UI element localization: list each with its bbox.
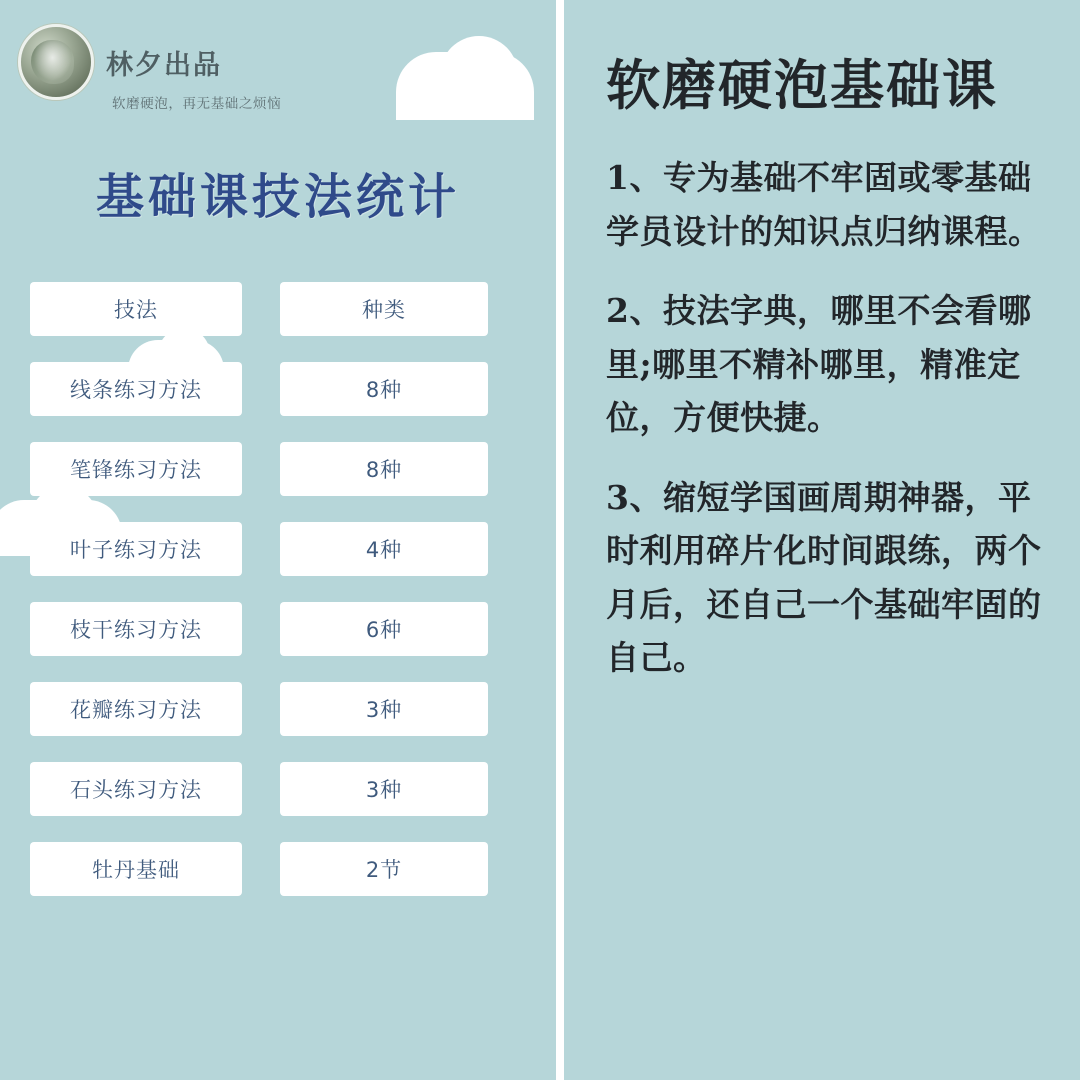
right-panel — [564, 0, 1080, 1080]
table-cell-technique: 线条练习方法 — [30, 362, 242, 416]
table-cell-technique: 石头练习方法 — [30, 762, 242, 816]
table-cell-count: 3种 — [280, 762, 488, 816]
table-cell-technique: 牡丹基础 — [30, 842, 242, 896]
table-cell-count: 4种 — [280, 522, 488, 576]
table-cell-count: 2节 — [280, 842, 488, 896]
table-row — [30, 522, 526, 576]
brand-slogan: 软磨硬泡，再无基础之烦恼 — [112, 96, 282, 111]
table-cell-count: 6种 — [280, 602, 488, 656]
course-point-3: 3、缩短学国画周期神器，平时利用碎片化时间跟练，两个月后，还自己一个基础牢固的自己。 — [606, 477, 1042, 678]
table-cell-technique: 枝干练习方法 — [30, 602, 242, 656]
table-row — [30, 842, 526, 896]
brand-name: 林夕出品 — [106, 49, 222, 81]
panel-divider — [556, 0, 564, 1080]
cloud-decoration-icon — [398, 60, 458, 120]
right-panel-title: 软磨硬泡基础课 — [606, 53, 998, 117]
table-cell-technique: 叶子练习方法 — [30, 522, 242, 576]
table-row — [30, 362, 526, 416]
table-cell-technique: 花瓣练习方法 — [30, 682, 242, 736]
profile-avatar-icon — [18, 24, 94, 100]
table-header-technique: 技法 — [30, 282, 242, 336]
table-row — [30, 442, 526, 496]
table-row — [30, 682, 526, 736]
table-cell-count: 8种 — [280, 362, 488, 416]
brand-text-group — [106, 43, 222, 82]
table-header-row — [30, 282, 526, 336]
table-cell-count: 8种 — [280, 442, 488, 496]
technique-table — [30, 282, 526, 922]
table-cell-technique: 笔锋练习方法 — [30, 442, 242, 496]
course-point-2: 2、技法字典，哪里不会看哪里;哪里不精补哪里，精准定位，方便快捷。 — [606, 291, 1032, 438]
brand-header — [18, 24, 222, 100]
table-header-count: 种类 — [280, 282, 488, 336]
table-row — [30, 602, 526, 656]
table-cell-count: 3种 — [280, 682, 488, 736]
left-panel-title: 基础课技法统计 — [95, 169, 460, 225]
table-row — [30, 762, 526, 816]
course-point-1: 1、专为基础不牢固或零基础学员设计的知识点归纳课程。 — [606, 158, 1042, 251]
